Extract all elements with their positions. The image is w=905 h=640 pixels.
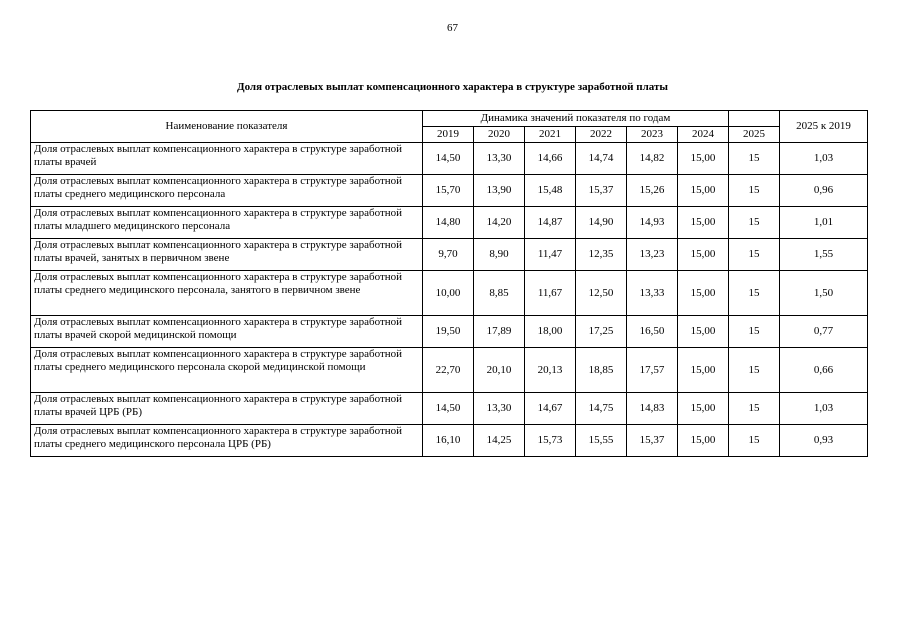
year-value: 15,26 [627,175,678,207]
year-value: 18,85 [576,348,627,393]
header-name: Наименование показателя [31,111,423,143]
year-value: 15,55 [576,425,627,457]
year-value: 14,93 [627,207,678,239]
year-value: 15,00 [678,239,729,271]
year-value: 10,00 [423,271,474,316]
year-value: 11,47 [525,239,576,271]
indicator-name: Доля отраслевых выплат компенсационного характера в структуре заработной платы врачей [31,143,423,175]
year-value: 15,00 [678,207,729,239]
table-row [31,271,868,316]
year-value: 15 [729,271,780,316]
indicator-table [30,110,868,457]
year-value: 18,00 [525,316,576,348]
ratio-value: 1,55 [780,239,868,271]
year-value: 16,10 [423,425,474,457]
indicator-name: Доля отраслевых выплат компенсационного характера в структуре заработной платы среднего медицинского персонала, занятого в первичном звене [31,271,423,316]
year-value: 14,74 [576,143,627,175]
year-value: 15 [729,175,780,207]
year-value: 20,13 [525,348,576,393]
indicator-name: Доля отраслевых выплат компенсационного характера в структуре заработной платы младшего медицинского персонала [31,207,423,239]
year-value: 14,67 [525,393,576,425]
year-value: 15,00 [678,143,729,175]
year-value: 15,00 [678,348,729,393]
year-value: 17,25 [576,316,627,348]
year-value: 22,70 [423,348,474,393]
header-ratio: 2025 к 2019 [780,111,868,143]
year-value: 15,00 [678,316,729,348]
table-row [31,393,868,425]
table-row [31,239,868,271]
table-row [31,175,868,207]
year-value: 14,50 [423,393,474,425]
year-value: 15,48 [525,175,576,207]
ratio-value: 1,01 [780,207,868,239]
year-value: 14,25 [474,425,525,457]
year-value: 14,83 [627,393,678,425]
year-value: 12,35 [576,239,627,271]
indicator-name: Доля отраслевых выплат компенсационного характера в структуре заработной платы врачей скорой медицинской помощи [31,316,423,348]
year-value: 15,37 [576,175,627,207]
year-value: 14,66 [525,143,576,175]
year-value: 19,50 [423,316,474,348]
year-value: 16,50 [627,316,678,348]
year-value: 20,10 [474,348,525,393]
year-value: 14,20 [474,207,525,239]
indicator-name: Доля отраслевых выплат компенсационного характера в структуре заработной платы врачей, занятых в первичном звене [31,239,423,271]
table-row [31,316,868,348]
year-value: 13,90 [474,175,525,207]
year-value: 15,37 [627,425,678,457]
ratio-value: 0,66 [780,348,868,393]
ratio-value: 1,03 [780,143,868,175]
document-title: Доля отраслевых выплат компенсационного характера в структуре заработной платы [237,81,668,93]
ratio-value: 0,96 [780,175,868,207]
year-value: 15,70 [423,175,474,207]
year-value: 14,90 [576,207,627,239]
table-row [31,143,868,175]
header-year: 2023 [627,127,678,143]
year-value: 8,90 [474,239,525,271]
header-dynamics: Динамика значений показателя по годам [423,111,729,127]
header-year: 2019 [423,127,474,143]
year-value: 13,23 [627,239,678,271]
year-value: 15,00 [678,393,729,425]
header-2025-top [729,111,780,127]
year-value: 15 [729,143,780,175]
year-value: 15 [729,207,780,239]
year-value: 15,00 [678,271,729,316]
year-value: 13,33 [627,271,678,316]
ratio-value: 0,93 [780,425,868,457]
header-year: 2022 [576,127,627,143]
year-value: 14,75 [576,393,627,425]
year-value: 15 [729,393,780,425]
year-value: 11,67 [525,271,576,316]
year-value: 9,70 [423,239,474,271]
year-value: 15 [729,348,780,393]
year-value: 15,00 [678,425,729,457]
year-value: 15,00 [678,175,729,207]
header-year: 2020 [474,127,525,143]
ratio-value: 1,50 [780,271,868,316]
year-value: 14,50 [423,143,474,175]
year-value: 15 [729,425,780,457]
year-value: 13,30 [474,143,525,175]
table-row [31,348,868,393]
year-value: 15 [729,316,780,348]
indicator-name: Доля отраслевых выплат компенсационного характера в структуре заработной платы среднего медицинского персонала ЦРБ (РБ) [31,425,423,457]
table-row [31,207,868,239]
indicator-name: Доля отраслевых выплат компенсационного характера в структуре заработной платы среднего медицинского персонала скорой медицинской помощи [31,348,423,393]
year-value: 15 [729,239,780,271]
year-value: 12,50 [576,271,627,316]
indicator-name: Доля отраслевых выплат компенсационного характера в структуре заработной платы среднего медицинского персонала [31,175,423,207]
year-value: 14,87 [525,207,576,239]
page-number: 67 [447,22,458,34]
table-row [31,425,868,457]
year-value: 14,82 [627,143,678,175]
header-year: 2021 [525,127,576,143]
ratio-value: 1,03 [780,393,868,425]
year-value: 13,30 [474,393,525,425]
year-value: 17,89 [474,316,525,348]
indicator-name: Доля отраслевых выплат компенсационного характера в структуре заработной платы врачей ЦРБ (РБ) [31,393,423,425]
ratio-value: 0,77 [780,316,868,348]
year-value: 14,80 [423,207,474,239]
header-year: 2024 [678,127,729,143]
header-year: 2025 [729,127,780,143]
year-value: 17,57 [627,348,678,393]
year-value: 8,85 [474,271,525,316]
year-value: 15,73 [525,425,576,457]
